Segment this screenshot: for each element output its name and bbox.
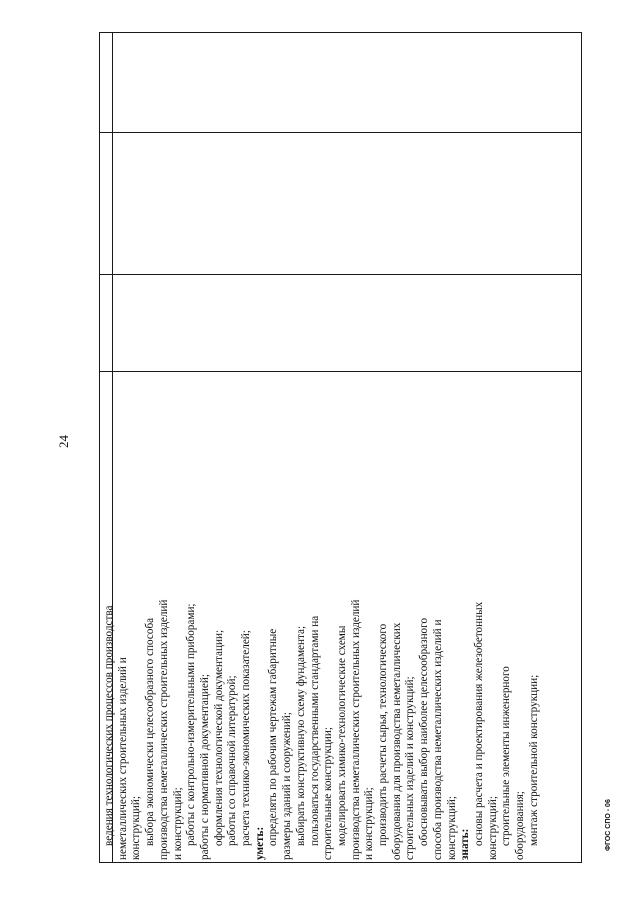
text-line: обосновывать выбор наиболее целесообразного xyxy=(418,617,431,846)
text-line: расчета технико-экономических показателей; xyxy=(240,630,253,846)
text-line: работы с нормативной документацией; xyxy=(198,674,211,860)
text-line: выбора экономически целесообразного способа xyxy=(144,617,157,846)
table-row-divider xyxy=(100,132,581,133)
text-line: конструкций; xyxy=(486,796,499,860)
text-line: и конструкций; xyxy=(363,787,376,860)
text-line: работы со справочной литературой; xyxy=(226,675,239,846)
competency-text-block xyxy=(103,468,542,860)
text-line: строительных изделий и конструкций; xyxy=(404,676,417,860)
text-line: неметаллических строительных изделий и xyxy=(116,657,129,860)
text-line: конструкций; xyxy=(130,796,143,860)
text-line: определять по рабочим чертежам габаритные xyxy=(267,628,280,846)
text-line: моделировать химико-технологические схемы xyxy=(335,625,348,846)
text-line: производства неметаллических строительных изделий xyxy=(157,599,170,860)
text-line: строительные конструкции; xyxy=(322,727,335,860)
table-row-divider xyxy=(100,371,581,372)
table-row-divider xyxy=(100,274,581,275)
text-line: способа производства неметаллических изделий и xyxy=(431,619,444,860)
page-number: 24 xyxy=(56,435,71,448)
text-line: производства неметаллических строительных изделий xyxy=(349,599,362,860)
footer-code: ФГОС СПО - 06 xyxy=(605,799,612,851)
text-line: выбирать конструктивную схему фундамента; xyxy=(294,625,307,846)
text-line: работы с контрольно-измерительными приборами; xyxy=(185,603,198,846)
text-line: строительные элементы инженерного xyxy=(500,666,513,846)
text-line: и конструкций; xyxy=(171,787,184,860)
section-heading: уметь: xyxy=(253,826,266,860)
text-line: размеры зданий и сооружений; xyxy=(281,712,294,860)
section-heading: знать: xyxy=(459,828,472,860)
text-line: оформления технологической документации; xyxy=(212,629,225,846)
text-line: оборудования; xyxy=(514,791,527,860)
text-line: оборудования для производства неметаллических xyxy=(390,622,403,860)
text-line: монтаж строительной конструкции; xyxy=(527,674,540,846)
text-line: ведения технологических процессов производства xyxy=(103,605,115,846)
text-line: пользоваться государственными стандартами на xyxy=(308,615,321,846)
text-line: производить расчеты сырья, технологического xyxy=(377,623,390,846)
text-line: конструкций; xyxy=(445,796,458,860)
text-line: основы расчета и проектирования железобетонных xyxy=(472,601,485,846)
